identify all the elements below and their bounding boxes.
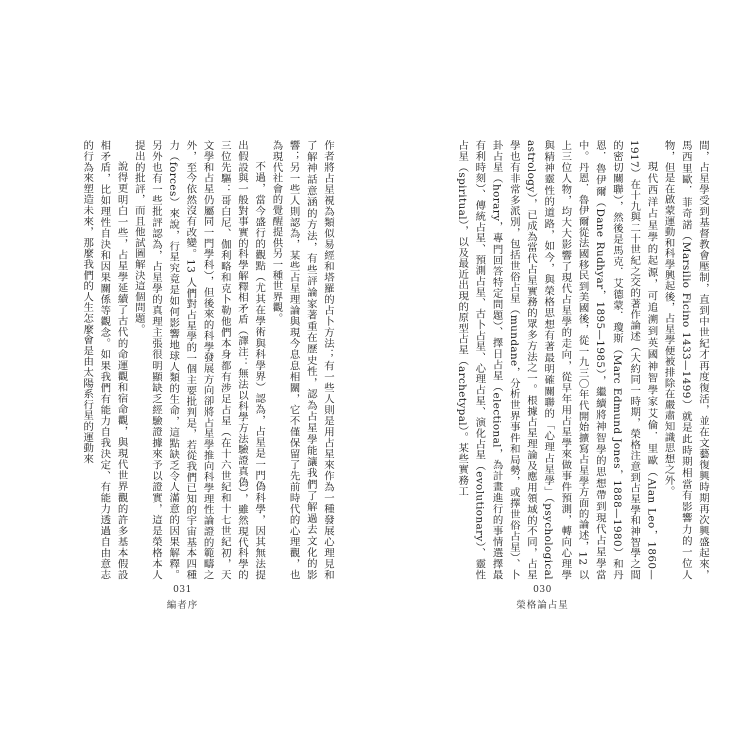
page-number: 031 <box>173 585 192 595</box>
body-paragraph: 間，占星學受到基督教會壓制，直到中世紀才再度復活，並在文藝復興時期再次興盛起來，馬西里歐．菲奇諾（Marsilio Ficino 1433—1499）就是此時期相當有影響力的一位人物，但是在啟蒙運動和科學興起後，占星學便被排除在嚴肅知識思想之外。 <box>662 140 709 580</box>
body-paragraph: 作者將占星視為類似易經和塔羅的占卜方法；有一些人則是用占星來作為一種發展心理見和了解神話意涵的方法，有些評論家著重在歷史性，認為占星學能讓我們了解過去文化的影響；另一些人則認為，某些占星理論與現今息息相關，它不僅保留了先前時代的心理觀，也為現代社會的覺醒提供另一種世界觀。 <box>270 140 334 580</box>
right-page-body <box>437 140 711 580</box>
left-page-footer <box>0 584 370 612</box>
right-page <box>375 0 750 750</box>
running-title: 編者序 <box>166 600 199 611</box>
right-page-footer <box>355 584 730 612</box>
left-page-body <box>56 140 336 580</box>
body-paragraph: 現代西洋占星學的起源，可追溯到英國神智學家艾倫．里歐（Alan Leo，1860—1917）在十九與二十世紀之交的著作論述（大約同一時期，榮格注意到占星學和神智學之間的密切關聯），然後是馬克．艾德蒙．瓊斯（Marc Edmund Jones，1888—1980）和丹恩．魯伊爾（Dane Rudhyar，1895—1985），繼續將神智學的思想帶到現代占星學當中。丹恩．魯伊爾從法國移民到美國後，從一九三〇年代開始擴寫占星學方面的論述，12 以上三位人物，均大大影響了現代占星學的走向，從早年用占星學來做事件預測，轉向心理學與精神靈性的道路，如今，與榮格思想有著最明確關聯的「心理占星學」（psychological astrology），已成為當代占星實務的眾多方法之一。根據占星理論及應用領域的不同，占星學也有非常多派別，包括世俗占星（mundane，分析世界事件和局勢，或擇世俗占星）、卜卦占星（horary，專門回答特定問題）、擇日占星（electional，為計畫進行的事情選擇最有利時刻）、傳統占星、預測占星、古卜占星、心理占星、演化占星（evolutionary）、靈性占星（spiritual），以及最近出現的原型占星（archetypal）。某些實務工 <box>456 140 658 580</box>
running-title: 榮格論占星 <box>516 600 569 611</box>
body-paragraph: 不過，當今盛行的觀點（尤其在學術與科學界）認為，占星是一門偽科學，因其無法提出假設與一般對事實的科學解釋相矛盾（譯注：無法以科學方法驗證真偽），雖然現代科學的三位先驅：哥白尼、伽利略和克卜勒他們本身都有涉足占星（在十六世紀和十七世紀初，天文學和占星仍屬同一門學科），但後來的科學發展方向卻將占星學推向科學理性論證的範疇之外，至今依然沒有改變。13 人們對占星學的一個主要批判是，若從我們已知的宇宙基本四種力（forces）來說，行星究竟是如何影響地球人類的生命，這點缺乏令人滿意的因果解釋。另外也有一些批評認為，占星學的真理主張很明顯缺乏經驗證據來予以證實，這是榮格本人提出的批評，而且他試圖解決這個問題。 <box>132 140 266 580</box>
page-number: 030 <box>533 585 552 595</box>
body-paragraph: 說得更明白一些，占星學延續了古代的命運觀和宿命觀，與現代世界觀的許多基本假設相矛盾，比如理性自決和因果關係等觀念。如果我們有能力自我決定、有能力透過自由意志的行為來塑造未來，那麼我們的人生怎麼會是由太陽系行星的運動來 <box>81 140 128 580</box>
